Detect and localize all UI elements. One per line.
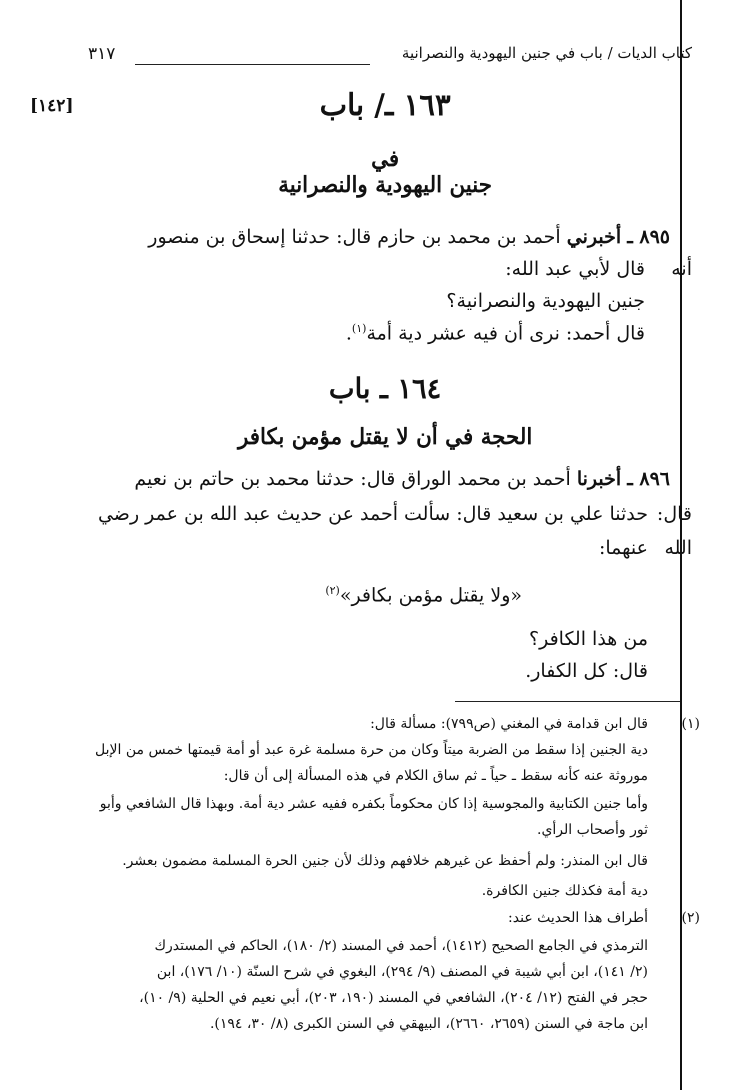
hadith-896-line3: عنهما: xyxy=(598,537,648,559)
chapter-163-title-line2: جنين اليهودية والنصرانية xyxy=(278,172,492,198)
hadith-895-line2-margin: أنه xyxy=(671,258,692,280)
footnote-2-line4: حجر في الفتح (١٢/ ٢٠٤)، الشافعي في المسند (١٩٠، ٢٠٣)، أبي نعيم في الحلية (٩/ ١٠)، xyxy=(139,990,648,1006)
hadith-896-opener: أخبرنا xyxy=(576,468,622,490)
footnote-1-line7: دية أمة فكذلك جنين الكافرة. xyxy=(481,883,648,899)
hadith-896-line3-margin: الله xyxy=(664,537,692,559)
footnote-2-line1: أطراف هذا الحديث عند: xyxy=(508,910,648,926)
footnote-ref-2: (٢) xyxy=(325,584,340,597)
footnote-2-mark: (٢) xyxy=(681,910,700,926)
running-title: كتاب الديات / باب في جنين اليهودية والنصرانية xyxy=(401,44,692,62)
hadith-896-line2: حدثنا علي بن سعيد قال: سألت أحمد عن حديث عبد الله بن عمر رضي xyxy=(97,503,648,525)
footnote-1-line1: قال ابن قدامة في المغني (ص٧٩٩): مسألة قال: xyxy=(370,716,648,732)
chapter-164-title: الحجة في أن لا يقتل مؤمن بكافر xyxy=(237,424,533,450)
hadith-895-line4: قال أحمد: نرى أن فيه عشر دية أمة$^{(١)}$. xyxy=(345,322,645,345)
chapter-163-title-line1: في xyxy=(371,146,400,172)
hadith-895-line3: جنين اليهودية والنصرانية؟ xyxy=(446,290,645,312)
hadith-896-question: من هذا الكافر؟ xyxy=(529,628,648,650)
footnote-2-line3: (٢/ ١٤١)، ابن أبي شيبة في المصنف (٩/ ٢٩٤)، البغوي في شرح السنّة (١٠/ ١٧٦)، ابن xyxy=(156,964,648,980)
hadith-895-opener: أخبرني xyxy=(566,226,622,248)
footnote-1-line4: وأما جنين الكتابية والمجوسية إذا كان محكوماً بكفره ففيه عشر دية أمة. وبهذا قال الشافعي وأبو xyxy=(99,796,648,812)
footnote-1-line6: قال ابن المنذر: ولم أحفظ عن غيرهم خلافهم وذلك لأن جنين الحرة المسلمة مضمون بعشر. xyxy=(122,853,648,869)
footnote-1-mark: (١) xyxy=(681,716,700,732)
footnote-1-line5: ثور وأصحاب الرأي. xyxy=(537,822,648,838)
footnote-rule xyxy=(455,701,680,702)
chapter-164-heading: ١٦٤ ـ باب xyxy=(328,372,442,405)
hadith-896-line2-margin: قال: xyxy=(656,503,692,525)
hadith-896-answer: قال: كل الكفار. xyxy=(525,660,648,682)
page-number: ٣١٧ xyxy=(88,44,116,64)
footnote-1-line3: موروثة عنه كأنه سقط ـ حياً ـ ثم ساق الكلام في هذه المسألة إلى أن قال: xyxy=(223,768,648,784)
margin-reference: [١٤٢] xyxy=(30,96,74,116)
chapter-163-heading: ١٦٣ ـ/ باب xyxy=(319,88,451,123)
footnote-2-line2: الترمذي في الجامع الصحيح (١٤١٢)، أحمد في المسند (٢/ ١٨٠)، الحاكم في المستدرك xyxy=(154,938,648,954)
hadith-895-line2: قال لأبي عبد الله: xyxy=(505,258,645,280)
footnote-ref-1: (١) xyxy=(351,322,367,335)
hadith-896-line1: ٨٩٦ ـ أخبرنا أحمد بن محمد الوراق قال: حدثنا محمد بن حاتم بن نعيم xyxy=(134,468,670,490)
hadith-896-number: ٨٩٦ ـ xyxy=(627,468,670,490)
hadith-896-quote: «ولا يقتل مؤمن بكافر»$^{(٢)}$ xyxy=(325,584,522,607)
hadith-895-line1: ٨٩٥ ـ أخبرني أحمد بن محمد بن حازم قال: حدثنا إسحاق بن منصور xyxy=(148,226,670,248)
hadith-895-number: ٨٩٥ ـ xyxy=(627,226,670,248)
header-rule xyxy=(135,64,370,65)
footnote-1-line2: دية الجنين إذا سقط من الضربة ميتاً وكان من حرة مسلمة غرة عبد أو أمة قيمتها خمس من الإبل xyxy=(95,742,648,758)
footnote-2-line5: ابن ماجة في السنن (٢٦٥٩، ٢٦٦٠)، البيهقي في السنن الكبرى (٨/ ٣٠، ١٩٤). xyxy=(209,1016,648,1032)
